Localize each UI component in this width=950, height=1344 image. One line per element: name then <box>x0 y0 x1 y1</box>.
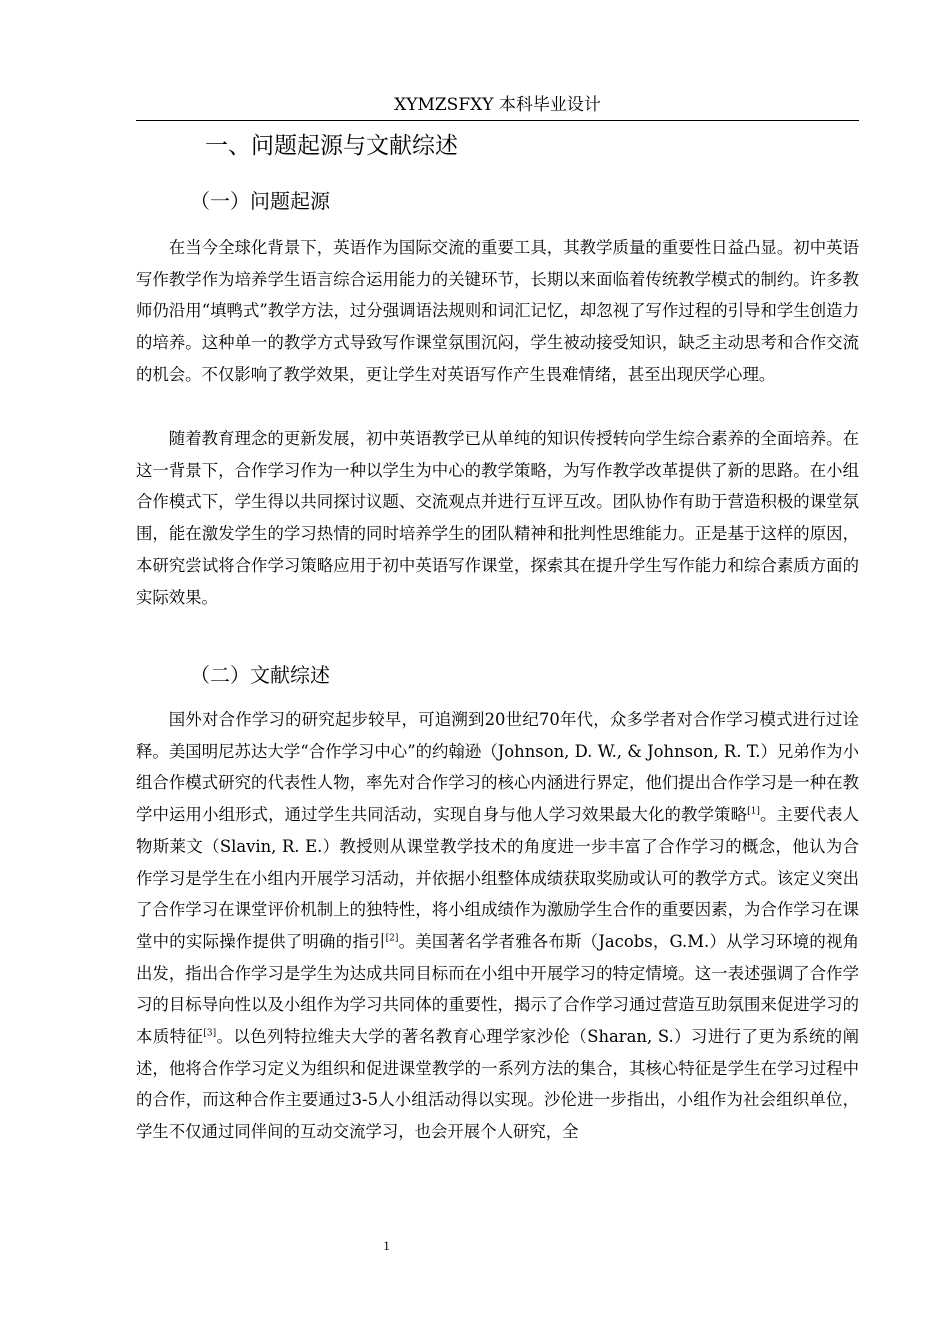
section-heading-literature: （二）文献综述 <box>190 663 330 687</box>
header-divider <box>136 120 859 121</box>
citation-3: [3] <box>203 1028 217 1039</box>
text-run: 。以色列特拉维夫大学的著名教育心理学家沙伦（Sharan, S.）习进行了更为系统的阐述，他将合作学习定义为组织和促进课堂教学的一系列方法的集合，其核心特征是学生在学习过程中的合作，而这种合作主要通过3-5人小组活动得以实现。沙伦进一步指出，小组作为社会组织单位，学生不仅通过同伴间的互动交流学习，也会开展个人研究，全 <box>136 1027 859 1142</box>
page-header: XYMZSFXY 本科毕业设计 <box>394 95 601 115</box>
citation-1: [1] <box>747 806 760 817</box>
section-heading-origin: （一）问题起源 <box>190 189 330 213</box>
paragraph-origin-2: 随着教育理念的更新发展，初中英语教学已从单纯的知识传授转向学生综合素养的全面培养。在这一背景下，合作学习作为一种以学生为中心的教学策略，为写作教学改革提供了新的思路。在小组合作模式下，学生得以共同探讨议题、交流观点并进行互评互改。团队协作有助于营造积极的课堂氛围，能在激发学生的学习热情的同时培养学生的团队精神和批判性思维能力。正是基于这样的原因，本研究尝试将合作学习策略应用于初中英语写作课堂，探索其在提升学生写作能力和综合素质方面的实际效果。 <box>136 429 859 607</box>
paragraph-origin-1: 在当今全球化背景下，英语作为国际交流的重要工具，其教学质量的重要性日益凸显。初中英语写作教学作为培养学生语言综合运用能力的关键环节，长期以来面临着传统教学模式的制约。许多教师仍沿用“填鸭式”教学方法，过分强调语法规则和词汇记忆，却忽视了写作过程的引导和学生创造力的培养。这种单一的教学方式导致写作课堂氛围沉闷，学生被动接受知识，缺乏主动思考和合作交流的机会。不仅影响了教学效果，更让学生对英语写作产生畏难情绪，甚至出现厌学心理。 <box>136 238 859 384</box>
page-number: 1 <box>383 1238 390 1253</box>
chapter-heading: 一、问题起源与文献综述 <box>205 133 458 159</box>
text-run: 。主要代表人物斯莱文（Slavin, R. E.）教授则从课堂教学技术的角度进一步丰富了合作学习的概念，他认为合作学习是学生在小组内开展学习活动，并依据小组整体成绩获取奖励或认可的教学方式。该定义突出了合作学习在课堂评价机制上的独特性，将小组成绩作为激励学生合作的重要因素，为合作学习在课堂中的实际操作提供了明确的指引 <box>136 805 860 951</box>
paragraph-literature-1 <box>136 704 859 1148</box>
text-run: 国外对合作学习的研究起步较早，可追溯到20世纪70年代，众多学者对合作学习模式进行过诠释。美国明尼苏达大学“合作学习中心”的约翰逊（Johnson, D. W., & Johnson, R. T.）兄弟作为小组合作模式研究的代表性人物，率先对合作学习的核心内涵进行界定，他们提出合作学习是一种在教学中运用小组形式，通过学生共同活动，实现自身与他人学习效果最大化的教学策略 <box>136 710 859 825</box>
citation-2: [2] <box>385 933 399 944</box>
text-run: 。美国著名学者雅各布斯（Jacobs，G.M.）从学习环境的视角出发，指出合作学习是学生为达成共同目标而在小组中开展学习的特定情境。这一表述强调了合作学习的目标导向性以及小组作为学习共同体的重要性，揭示了合作学习通过营造互助氛围来促进学习的本质特征 <box>136 931 859 1047</box>
